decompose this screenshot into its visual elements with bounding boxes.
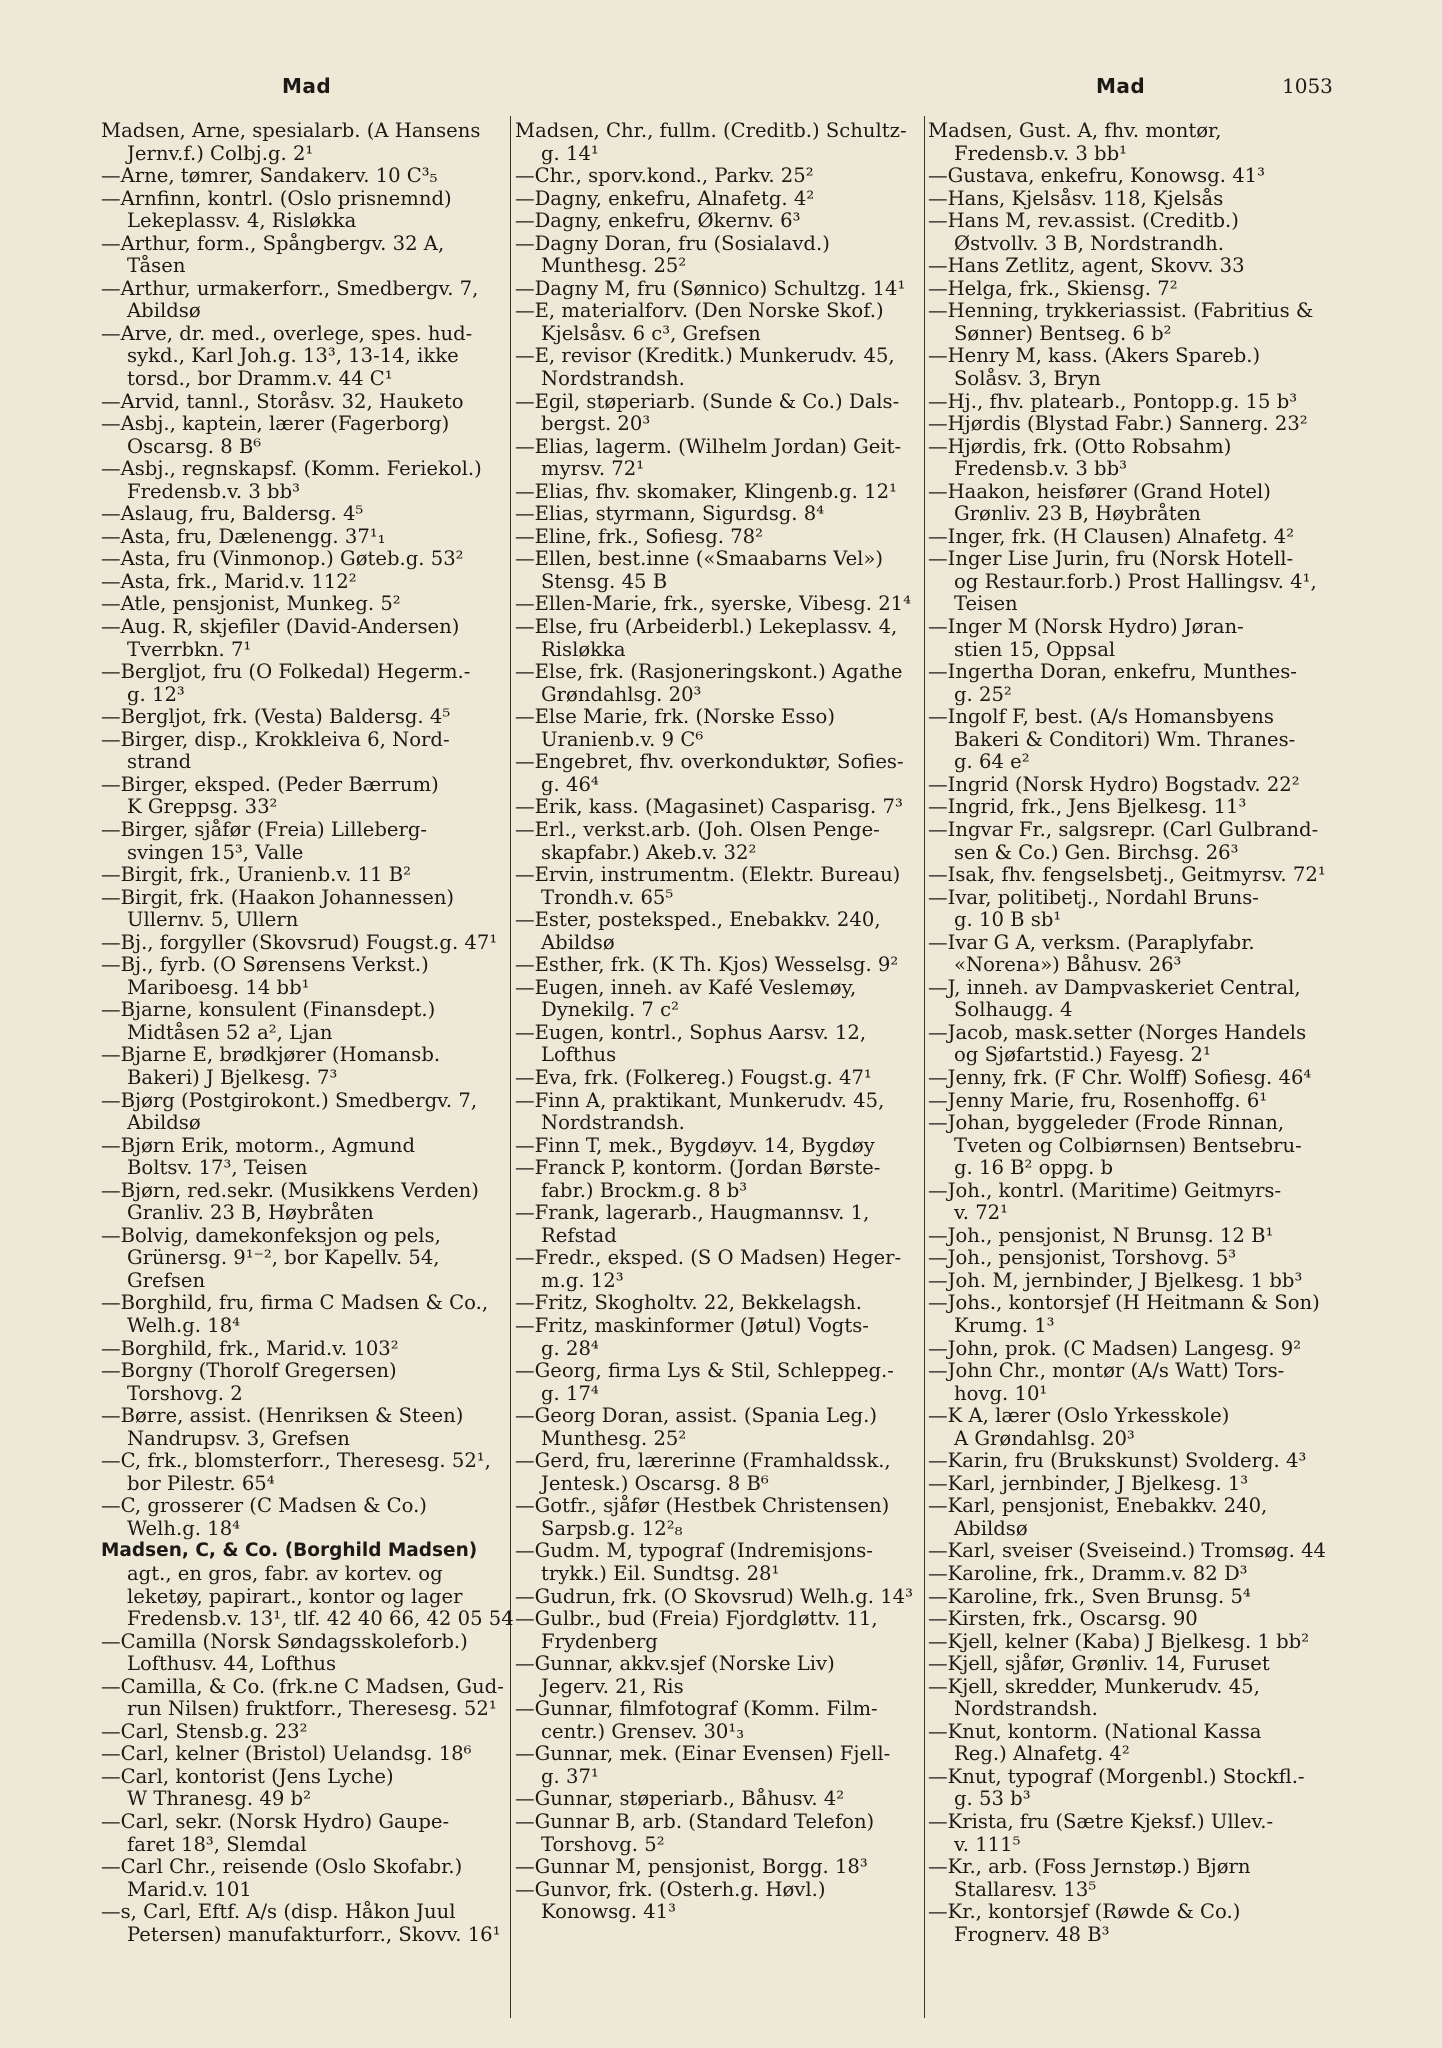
directory-entry-line: —Borgny (Thorolf Gregersen) xyxy=(101,1359,397,1383)
directory-entry-line: —Georg, firma Lys & Stil, Schleppeg.- xyxy=(515,1359,894,1383)
directory-entry-line: —Fredr., eksped. (S O Madsen) Heger- xyxy=(515,1246,902,1270)
directory-entry-line: —Elias, lagerm. (Wilhelm Jordan) Geit- xyxy=(515,434,902,458)
directory-entry-line: Grünersg. 9¹⁻², bor Kapellv. 54, xyxy=(127,1246,440,1270)
directory-entry-line: Madsen, Chr., fullm. (Creditb.) Schultz- xyxy=(515,119,907,142)
directory-entry-line: —Finn T, mek., Bygdøyv. 14, Bygdøy xyxy=(515,1133,875,1157)
directory-entry-line: —Gunnar, filmfotograf (Komm. Film- xyxy=(515,1697,878,1721)
column-3 xyxy=(928,120,1334,1946)
column-1 xyxy=(101,119,514,1946)
directory-entry-line: —Kr., arb. (Foss Jernstøp.) Bjørn xyxy=(928,1855,1251,1879)
directory-entry-line: —Krista, fru (Sætre Kjeksf.) Ullev.- xyxy=(928,1810,1274,1834)
directory-entry-line: «Norena») Båhusv. 26³ xyxy=(954,953,1182,977)
directory-entry-line: —Erik, kass. (Magasinet) Casparisg. 7³ xyxy=(515,795,903,819)
directory-entry-line: Abildsø xyxy=(541,930,615,954)
directory-entry-line: Frognerv. 48 B³ xyxy=(954,1922,1110,1946)
directory-entry-line: —Bjørn Erik, motorm., Agmund xyxy=(101,1133,416,1157)
directory-entry-line: —Ivar, politibetj., Nordahl Bruns- xyxy=(928,885,1259,909)
directory-entry-line: —Birgit, frk. (Haakon Johannessen) xyxy=(101,885,455,909)
directory-entry-line: —Birgit, frk., Uranienb.v. 11 B² xyxy=(101,863,411,887)
directory-entry-line: —Jenny, frk. (F Chr. Wolff) Sofiesg. 46⁴ xyxy=(928,1065,1312,1089)
directory-entry-line: —Eugen, inneh. av Kafé Veslemøy, xyxy=(515,975,857,999)
directory-entry-line: Fredensb.v. 3 bb³ xyxy=(954,457,1127,481)
directory-entry-line: g. 53 b³ xyxy=(954,1787,1031,1811)
directory-entry-line: Grefsen xyxy=(127,1268,206,1292)
directory-entry-line: sen & Co.) Gen. Birchsg. 26³ xyxy=(954,840,1239,864)
directory-entry-line: Madsen, Gust. A, fhv. montør, xyxy=(928,119,1222,142)
directory-entry-line: —Kr., kontorsjef (Røwde & Co.) xyxy=(928,1900,1241,1924)
directory-entry-line: v. 111⁵ xyxy=(954,1832,1021,1856)
directory-entry-line: —Fritz, maskinformer (Jøtul) Vogts- xyxy=(515,1313,869,1337)
directory-entry-line: Kjelsåsv. 6 c³, Grefsen xyxy=(541,321,761,345)
directory-entry-line: —Inger M (Norsk Hydro) Jøran- xyxy=(928,615,1244,639)
directory-entry-line: —Gustava, enkefru, Konowsg. 41³ xyxy=(928,164,1265,188)
directory-entry-line: —Gulbr., bud (Freia) Fjordgløttv. 11, xyxy=(515,1607,878,1631)
directory-entry-line: —Fritz, Skogholtv. 22, Bekkelagsh. xyxy=(515,1291,862,1315)
directory-entry-line: —Dagny Doran, fru (Sosialavd.) xyxy=(515,231,830,255)
directory-entry-line: Sønner) Bentseg. 6 b² xyxy=(954,321,1172,345)
directory-entry-line: —Henning, trykkeriassist. (Fabritius & xyxy=(928,299,1314,323)
directory-entry-line: —Kjell, kelner (Kaba) J Bjelkesg. 1 bb² xyxy=(928,1629,1310,1653)
directory-entry-line: —Arnfinn, kontrl. (Oslo prisnemnd) xyxy=(101,186,452,210)
directory-entry-line: Trondh.v. 65⁵ xyxy=(541,885,674,909)
directory-entry-line: —Henry M, kass. (Akers Spareb.) xyxy=(928,344,1261,368)
directory-entry-line: —Bergljot, frk. (Vesta) Baldersg. 4⁵ xyxy=(101,705,451,729)
directory-entry-line: —Elias, styrmann, Sigurdsg. 8⁴ xyxy=(515,502,825,526)
directory-entry-line: —Asbj., kaptein, lærer (Fagerborg) xyxy=(101,412,450,436)
directory-entry-line: —Karl, sveiser (Sveiseind.) Tromsøg. 44 xyxy=(928,1539,1327,1563)
directory-entry-line: —Kirsten, frk., Oscarsg. 90 xyxy=(928,1607,1198,1631)
directory-entry-line: W Thranesg. 49 b² xyxy=(127,1787,311,1811)
directory-entry-line: —Bj., fyrb. (O Sørensens Verkst.) xyxy=(101,953,429,977)
directory-entry-line: Grøndahlsg. 20³ xyxy=(541,682,702,706)
directory-entry-line: —Egil, støperiarb. (Sunde & Co.) Dals- xyxy=(515,389,900,413)
directory-entry-line: run Nilsen) fruktforr., Theresesg. 52¹ xyxy=(127,1697,497,1721)
directory-entry-line: —Ervin, instrumentm. (Elektr. Bureau) xyxy=(515,863,901,887)
directory-entry-line: Jernv.f.) Colbj.g. 2¹ xyxy=(127,141,314,165)
column-2 xyxy=(515,120,921,1924)
directory-entry-line: —Borghild, frk., Marid.v. 103² xyxy=(101,1336,399,1360)
page-number: 1053 xyxy=(1282,74,1333,98)
directory-entry-line: —Esther, frk. (K Th. Kjos) Wesselsg. 9² xyxy=(515,953,899,977)
directory-entry-line: —Helga, frk., Skiensg. 7² xyxy=(928,276,1178,300)
directory-entry-line: g. 12³ xyxy=(127,682,185,706)
directory-entry-line: —Knut, kontorm. (National Kassa xyxy=(928,1719,1262,1743)
directory-entry-line: —Asta, fru (Vinmonop.) Gøteb.g. 53² xyxy=(101,547,464,571)
directory-entry-line: —Eva, frk. (Folkereg.) Fougst.g. 47¹ xyxy=(515,1065,872,1089)
directory-entry-line: —John Chr., montør (A/s Watt) Tors- xyxy=(928,1359,1285,1383)
directory-entry-line: Solhaugg. 4 xyxy=(954,998,1073,1022)
directory-entry-line: —Haakon, heisfører (Grand Hotel) xyxy=(928,479,1271,503)
directory-entry-line: torsd., bor Dramm.v. 44 C¹ xyxy=(127,367,393,391)
directory-entry-line: Tveten og Colbiørnsen) Bentsebru- xyxy=(954,1133,1302,1157)
directory-entry-line: Nordstrandsh. xyxy=(954,1697,1098,1721)
directory-entry-line: —Eugen, kontrl., Sophus Aarsv. 12, xyxy=(515,1020,867,1044)
directory-entry-line: —Karoline, frk., Dramm.v. 82 D³ xyxy=(928,1562,1248,1585)
directory-entry-line: Jentesk.) Oscarsg. 8 B⁶ xyxy=(541,1471,769,1495)
directory-entry-line: —Else, fru (Arbeiderbl.) Lekeplassv. 4, xyxy=(515,615,898,639)
directory-entry-line: hovg. 10¹ xyxy=(954,1381,1048,1405)
directory-entry-line: g. 25² xyxy=(954,682,1012,706)
column-divider xyxy=(924,116,925,2018)
directory-entry-line: —Arne, tømrer, Sandakerv. 10 C³₅ xyxy=(101,164,438,188)
directory-entry-line: —Karl, pensjonist, Enebakkv. 240, xyxy=(928,1494,1268,1518)
directory-entry-line: g. 28⁴ xyxy=(541,1336,599,1360)
directory-entry-line: —Finn A, praktikant, Munkerudv. 45, xyxy=(515,1088,885,1112)
directory-entry-line: Konowsg. 41³ xyxy=(541,1900,676,1924)
column-divider xyxy=(510,116,511,2018)
directory-entry-line: Frydenberg xyxy=(541,1629,658,1653)
directory-entry-line: —Aslaug, fru, Baldersg. 4⁵ xyxy=(101,502,364,526)
directory-entry-line: —Gudrun, frk. (O Skovsrud) Welh.g. 14³ xyxy=(515,1584,914,1608)
directory-entry-line: Lekeplassv. 4, Risløkka xyxy=(127,209,357,233)
directory-entry-line: Boltsv. 17³, Teisen xyxy=(127,1156,308,1180)
directory-entry-line: —Jacob, mask.setter (Norges Handels xyxy=(928,1020,1307,1044)
directory-entry-line: —Gunnar, akkv.sjef (Norske Liv) xyxy=(515,1652,835,1676)
directory-entry-line: —Bjørn, red.sekr. (Musikkens Verden) xyxy=(101,1178,479,1202)
directory-entry-line: —Hans, Kjelsåsv. 118, Kjelsås xyxy=(928,186,1224,210)
directory-entry-line: —Dagny M, fru (Sønnico) Schultzg. 14¹ xyxy=(515,276,906,300)
directory-entry-line: Fredensb.v. 3 bb³ xyxy=(127,479,300,503)
directory-entry-line: myrsv. 72¹ xyxy=(541,457,645,481)
directory-entry-line: Tåsen xyxy=(127,254,186,278)
directory-entry-line: Welh.g. 18⁴ xyxy=(127,1516,241,1540)
directory-entry-line: Bakeri) J Bjelkesg. 7³ xyxy=(127,1065,338,1089)
directory-entry-line: —Arvid, tannl., Storåsv. 32, Hauketo xyxy=(101,389,464,413)
directory-entry-line: Munthesg. 25² xyxy=(541,1426,687,1450)
directory-entry-line: strand xyxy=(127,750,192,774)
running-header-left: Mad xyxy=(282,74,332,98)
directory-entry-line: Dynekilg. 7 c² xyxy=(541,998,679,1022)
directory-entry-line: —Gotfr., sjåfør (Hestbek Christensen) xyxy=(515,1494,890,1518)
directory-entry-line: —J, inneh. av Dampvaskeriet Central, xyxy=(928,975,1301,999)
directory-entry-line: —Aug. R, skjefiler (David-Andersen) xyxy=(101,615,460,639)
directory-entry-line: —Arthur, form., Spångbergv. 32 A, xyxy=(101,231,445,255)
directory-entry-line: Sarpsb.g. 12²₈ xyxy=(541,1516,683,1540)
directory-entry-line: g. 37¹ xyxy=(541,1764,599,1788)
directory-entry-line: —Carl, Stensb.g. 23² xyxy=(101,1719,308,1743)
directory-entry-line: v. 72¹ xyxy=(954,1201,1008,1225)
directory-entry-line: —Asta, frk., Marid.v. 112² xyxy=(101,569,357,593)
directory-entry-line: —Ingrid (Norsk Hydro) Bogstadv. 22² xyxy=(928,772,1300,796)
directory-entry-line: Torshovg. 2 xyxy=(127,1381,243,1405)
directory-entry-line: —Gunnar, mek. (Einar Evensen) Fjell- xyxy=(515,1742,891,1766)
directory-entry-line: —Børre, assist. (Henriksen & Steen) xyxy=(101,1404,464,1428)
directory-entry-line: A Grøndahlsg. 20³ xyxy=(954,1426,1135,1450)
directory-entry-line: —Hjørdis (Blystad Fabr.) Sannerg. 23² xyxy=(928,412,1308,436)
directory-entry-line: —Ingolf F, best. (A/s Homansbyens xyxy=(928,705,1274,729)
directory-entry-line: Abildsø xyxy=(954,1516,1028,1540)
directory-entry-line: —Gudm. M, typograf (Indremisjons- xyxy=(515,1539,873,1563)
directory-entry-line: Fredensb.v. 13¹, tlf. 42 40 66, 42 05 54 xyxy=(127,1607,514,1631)
directory-entry-line: g. 46⁴ xyxy=(541,772,599,796)
directory-entry-line: Refstad xyxy=(541,1223,617,1247)
directory-entry-line: Granliv. 23 B, Høybråten xyxy=(127,1201,374,1225)
directory-entry-line: —Gunvor, frk. (Osterh.g. Høvl.) xyxy=(515,1877,826,1901)
directory-entry-line: Bakeri & Conditori) Wm. Thranes- xyxy=(954,727,1296,751)
directory-entry-line: Midtåsen 52 a², Ljan xyxy=(127,1020,333,1044)
directory-entry-line: —Ivar G A, verksm. (Paraplyfabr. xyxy=(928,930,1255,954)
directory-entry-line: agt., en gros, fabr. av kortev. og xyxy=(127,1562,443,1585)
directory-entry-line: og Restaur.forb.) Prost Hallingsv. 4¹, xyxy=(954,569,1317,593)
directory-entry-line: —Asta, fru, Dælenengg. 37¹₁ xyxy=(101,524,386,548)
directory-entry-line: —Dagny, enkefru, Alnafetg. 4² xyxy=(515,186,815,210)
directory-entry-line: Teisen xyxy=(954,592,1018,616)
directory-entry-line: —E, materialforv. (Den Norske Skof.) xyxy=(515,299,884,323)
directory-entry-line: —Karoline, frk., Sven Brunsg. 5⁴ xyxy=(928,1584,1251,1608)
directory-entry-line: —Carl, kelner (Bristol) Uelandsg. 18⁶ xyxy=(101,1742,472,1766)
directory-entry-line: sykd., Karl Joh.g. 13³, 13-14, ikke xyxy=(127,344,459,368)
directory-entry-line: faret 18³, Slemdal xyxy=(127,1832,307,1856)
directory-entry-line: —Ellen-Marie, frk., syerske, Vibesg. 21⁴ xyxy=(515,592,911,616)
directory-entry-line: Mariboesg. 14 bb¹ xyxy=(127,975,310,999)
directory-entry-line: —Ellen, best.inne («Smaabarns Vel») xyxy=(515,547,884,571)
directory-entry-line: —Jenny Marie, fru, Rosenhoffg. 6¹ xyxy=(928,1088,1268,1112)
directory-entry-line: —Arve, dr. med., overlege, spes. hud- xyxy=(101,321,473,345)
directory-entry-line: Abildsø xyxy=(127,1111,201,1135)
directory-entry-line: Fredensb.v. 3 bb¹ xyxy=(954,141,1127,165)
directory-entry-line: Grønliv. 23 B, Høybråten xyxy=(954,502,1201,526)
directory-entry-line: —Camilla, & Co. (frk.ne C Madsen, Gud- xyxy=(101,1674,504,1698)
directory-entry-line: —Karin, fru (Brukskunst) Svolderg. 4³ xyxy=(928,1449,1307,1473)
directory-entry-line: —Camilla (Norsk Søndagsskoleforb.) xyxy=(101,1629,468,1653)
directory-entry-line: —Gunnar M, pensjonist, Borgg. 18³ xyxy=(515,1855,868,1879)
directory-entry-line: —Eline, frk., Sofiesg. 78² xyxy=(515,524,764,548)
directory-entry-line: Stensg. 45 B xyxy=(541,569,668,593)
directory-entry-line: —Carl, kontorist (Jens Lyche) xyxy=(101,1764,394,1788)
directory-entry-line: svingen 15³, Valle xyxy=(127,840,304,864)
directory-entry-line: —Gerd, fru, lærerinne (Framhaldssk., xyxy=(515,1449,891,1473)
directory-entry-line: Lofthusv. 44, Lofthus xyxy=(127,1652,337,1676)
directory-entry-line: Reg.) Alnafetg. 4² xyxy=(954,1742,1130,1766)
directory-entry-line: —Joh., pensjonist, Torshovg. 5³ xyxy=(928,1246,1237,1270)
directory-entry-line: —Joh., pensjonist, N Brunsg. 12 B¹ xyxy=(928,1223,1274,1247)
directory-entry-line: —Elias, fhv. skomaker, Klingenb.g. 12¹ xyxy=(515,479,897,503)
directory-entry-line: centr.) Grensev. 30¹₃ xyxy=(541,1719,745,1743)
directory-entry-line: Madsen, C, & Co. (Borghild Madsen) xyxy=(101,1540,478,1562)
directory-entry-line: g. 14¹ xyxy=(541,141,599,165)
directory-entry-line: g. 64 e² xyxy=(954,750,1030,774)
directory-entry-line: Østvollv. 3 B, Nordstrandh. xyxy=(954,231,1224,255)
directory-entry-line: g. 16 B² oppg. b xyxy=(954,1156,1114,1180)
directory-entry-line: m.g. 12³ xyxy=(541,1268,624,1292)
running-header-right: Mad xyxy=(1096,74,1146,98)
directory-entry-line: —Hans M, rev.assist. (Creditb.) xyxy=(928,209,1239,233)
directory-entry-line: —C, frk., blomsterforr., Theresesg. 52¹, xyxy=(101,1449,491,1473)
directory-entry-line: —Bjarne E, brødkjører (Homansb. xyxy=(101,1043,441,1067)
directory-entry-line: Lofthus xyxy=(541,1043,617,1067)
directory-entry-line: —Kjell, sjåfør, Grønliv. 14, Furuset xyxy=(928,1652,1270,1676)
directory-entry-line: —Kjell, skredder, Munkerudv. 45, xyxy=(928,1674,1260,1698)
directory-entry-line: —Engebret, fhv. overkonduktør, Sofies- xyxy=(515,750,904,774)
directory-entry-line: Munthesg. 25² xyxy=(541,254,687,278)
directory-entry-line: Nordstrandsh. xyxy=(541,367,685,391)
directory-entry-line: —Hj., fhv. platearb., Pontopp.g. 15 b³ xyxy=(928,389,1298,413)
directory-entry-line: —Bjørg (Postgirokont.) Smedbergv. 7, xyxy=(101,1088,478,1112)
directory-entry-line: —Georg Doran, assist. (Spania Leg.) xyxy=(515,1404,877,1428)
directory-entry-line: —Joh. M, jernbinder, J Bjelkesg. 1 bb³ xyxy=(928,1268,1303,1292)
directory-entry-line: —Knut, typograf (Morgenbl.) Stockfl.- xyxy=(928,1764,1305,1788)
directory-entry-line: —Joh., kontrl. (Maritime) Geitmyrs- xyxy=(928,1178,1282,1202)
directory-entry-line: leketøy, papirart., kontor og lager xyxy=(127,1584,463,1608)
directory-entry-line: Ullernv. 5, Ullern xyxy=(127,908,299,932)
directory-entry-line: —Inger, frk. (H Clausen) Alnafetg. 4² xyxy=(928,524,1295,548)
directory-entry-line: —Hjørdis, frk. (Otto Robsahm) xyxy=(928,434,1232,458)
directory-entry-line: fabr.) Brockm.g. 8 b³ xyxy=(541,1178,748,1202)
directory-entry-line: —Frank, lagerarb., Haugmannsv. 1, xyxy=(515,1201,870,1225)
directory-entry-line: —Chr., sporv.kond., Parkv. 25² xyxy=(515,164,814,188)
directory-entry-line: —Bolvig, damekonfeksjon og pels, xyxy=(101,1223,441,1247)
directory-entry-line: Nordstrandsh. xyxy=(541,1111,685,1135)
directory-entry-line: Welh.g. 18⁴ xyxy=(127,1313,241,1337)
directory-entry-line: —Johs., kontorsjef (H Heitmann & Son) xyxy=(928,1291,1320,1315)
directory-entry-line: g. 10 B sb¹ xyxy=(954,908,1062,932)
directory-entry-line: —Erl., verkst.arb. (Joh. Olsen Penge- xyxy=(515,817,880,841)
directory-entry-line: —Gunnar, støperiarb., Båhusv. 4² xyxy=(515,1787,845,1811)
directory-entry-line: —Ingertha Doran, enkefru, Munthes- xyxy=(928,660,1297,684)
directory-entry-line: —Carl, sekr. (Norsk Hydro) Gaupe- xyxy=(101,1810,450,1834)
directory-entry-line: —Gunnar B, arb. (Standard Telefon) xyxy=(515,1810,875,1834)
directory-entry-line: —Hans Zetlitz, agent, Skovv. 33 xyxy=(928,254,1245,278)
directory-entry-line: —Inger Lise Jurin, fru (Norsk Hotell- xyxy=(928,547,1294,571)
directory-entry-line: —Arthur, urmakerforr., Smedbergv. 7, xyxy=(101,276,479,300)
directory-entry-line: —Ester, posteksped., Enebakkv. 240, xyxy=(515,908,881,932)
directory-entry-line: Solåsv. 3, Bryn xyxy=(954,367,1101,391)
directory-entry-line: bergst. 20³ xyxy=(541,412,651,436)
directory-entry-line: Tverrbkn. 7¹ xyxy=(127,637,252,661)
directory-entry-line: trykk.) Eil. Sundtsg. 28¹ xyxy=(541,1562,780,1585)
directory-entry-line: Stallaresv. 13⁵ xyxy=(954,1877,1097,1901)
directory-entry-line: g. 17⁴ xyxy=(541,1381,599,1405)
directory-entry-line: bor Pilestr. 65⁴ xyxy=(127,1471,275,1495)
directory-entry-line: Torshovg. 5² xyxy=(541,1832,665,1856)
directory-entry-line: —K A, lærer (Oslo Yrkesskole) xyxy=(928,1404,1230,1428)
directory-entry-line: Marid.v. 101 xyxy=(127,1877,252,1901)
directory-entry-line: Abildsø xyxy=(127,299,201,323)
directory-entry-line: —Isak, fhv. fengselsbetj., Geitmyrsv. 72¹ xyxy=(928,863,1326,887)
directory-entry-line: —Asbj., regnskapsf. (Komm. Feriekol.) xyxy=(101,457,482,481)
directory-entry-line: Uranienb.v. 9 C⁶ xyxy=(541,727,704,751)
directory-entry-line: —Else Marie, frk. (Norske Esso) xyxy=(515,705,835,729)
directory-entry-line: —Else, frk. (Rasjoneringskont.) Agathe xyxy=(515,660,903,684)
directory-entry-line: —E, revisor (Kreditk.) Munkerudv. 45, xyxy=(515,344,895,368)
directory-entry-line: —C, grosserer (C Madsen & Co.) xyxy=(101,1494,427,1518)
directory-entry-line: —Birger, sjåfør (Freia) Lilleberg- xyxy=(101,817,427,841)
directory-entry-line: —Bjarne, konsulent (Finansdept.) xyxy=(101,998,436,1022)
directory-entry-line: —Carl Chr., reisende (Oslo Skofabr.) xyxy=(101,1855,463,1879)
directory-entry-line: —Bj., forgyller (Skovsrud) Fougst.g. 47¹ xyxy=(101,930,498,954)
directory-entry-line: —Franck P, kontorm. (Jordan Børste- xyxy=(515,1156,881,1180)
directory-entry-line: —Karl, jernbinder, J Bjelkesg. 1³ xyxy=(928,1471,1249,1495)
directory-entry-line: Nandrupsv. 3, Grefsen xyxy=(127,1426,350,1450)
directory-entry-line: Jegerv. 21, Ris xyxy=(541,1674,684,1698)
directory-entry-line: Petersen) manufakturforr., Skovv. 16¹ xyxy=(127,1922,501,1946)
directory-entry-line: Oscarsg. 8 B⁶ xyxy=(127,434,262,458)
directory-entry-line: Krumg. 1³ xyxy=(954,1313,1055,1337)
directory-entry-line: skapfabr.) Akeb.v. 32² xyxy=(541,840,757,864)
directory-entry-line: —Birger, eksped. (Peder Bærrum) xyxy=(101,772,439,796)
directory-entry-line: —Ingrid, frk., Jens Bjelkesg. 11³ xyxy=(928,795,1247,819)
directory-entry-line: K Greppsg. 33² xyxy=(127,795,278,819)
directory-entry-line: stien 15, Oppsal xyxy=(954,637,1116,661)
directory-entry-line: —Borghild, fru, firma C Madsen & Co., xyxy=(101,1291,489,1315)
directory-entry-line: —s, Carl, Eftf. A/s (disp. Håkon Juul xyxy=(101,1900,456,1924)
directory-entry-line: —John, prok. (C Madsen) Langesg. 9² xyxy=(928,1336,1302,1360)
directory-entry-line: —Bergljot, fru (O Folkedal) Hegerm.- xyxy=(101,660,471,684)
directory-entry-line: og Sjøfartstid.) Fayesg. 2¹ xyxy=(954,1043,1211,1067)
directory-entry-line: —Atle, pensjonist, Munkeg. 5² xyxy=(101,592,401,616)
directory-entry-line: Madsen, Arne, spesialarb. (A Hansens xyxy=(101,119,481,142)
directory-entry-line: —Dagny, enkefru, Økernv. 6³ xyxy=(515,209,801,233)
directory-entry-line: —Ingvar Fr., salgsrepr. (Carl Gulbrand- xyxy=(928,817,1319,841)
directory-entry-line: —Birger, disp., Krokkleiva 6, Nord- xyxy=(101,727,450,751)
directory-entry-line: Risløkka xyxy=(541,637,626,661)
directory-entry-line: —Johan, byggeleder (Frode Rinnan, xyxy=(928,1111,1285,1135)
